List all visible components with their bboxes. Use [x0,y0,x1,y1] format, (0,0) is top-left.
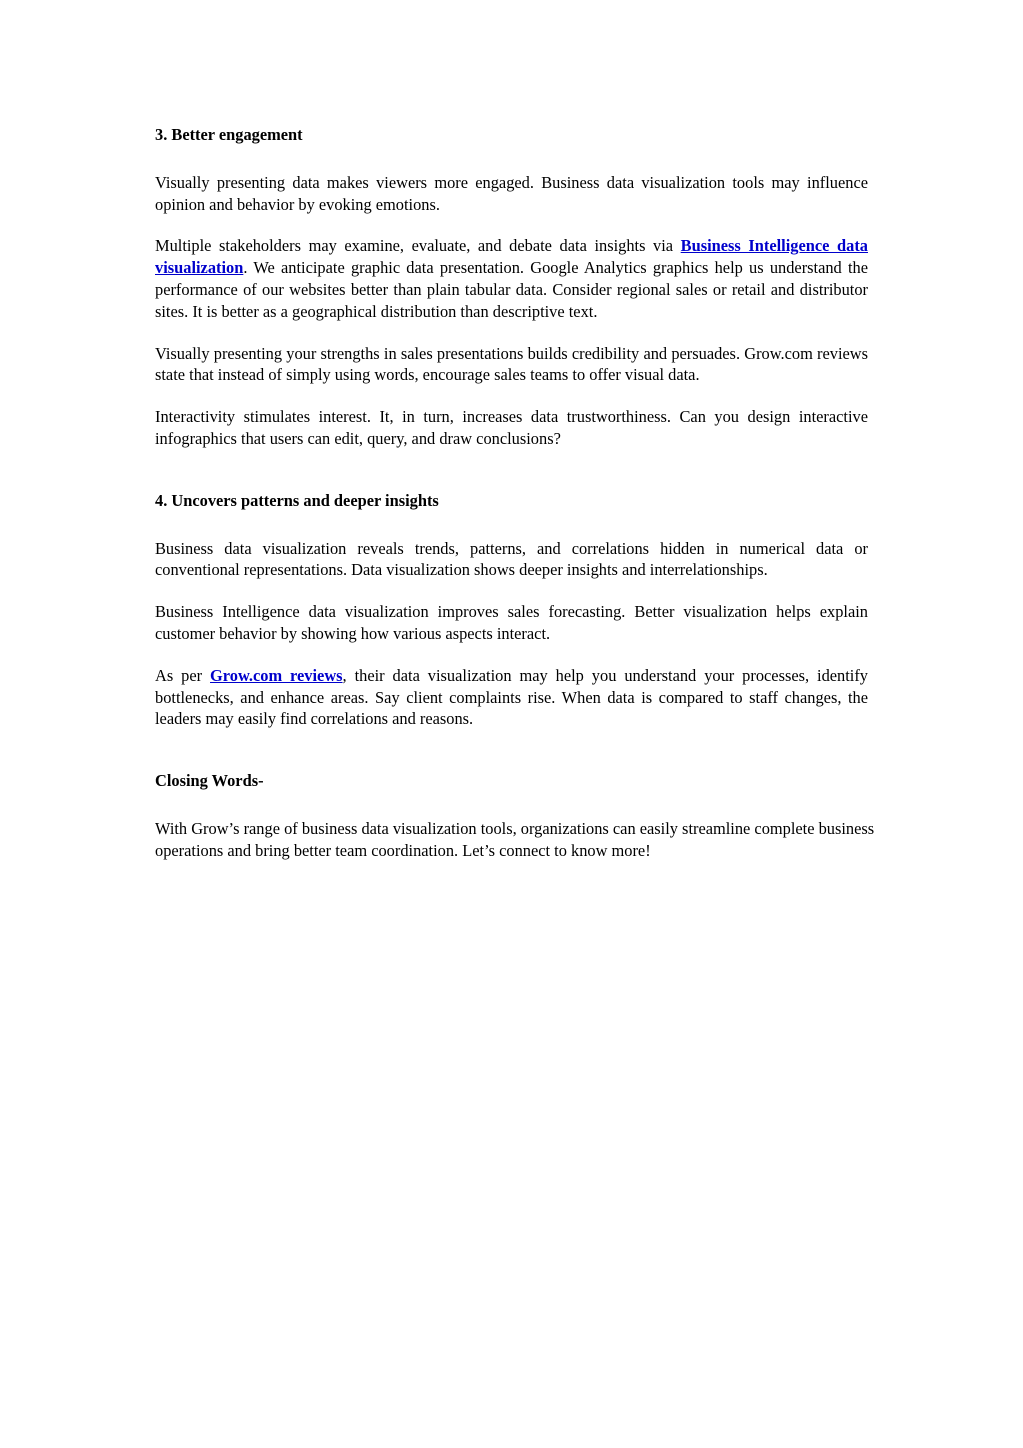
paragraph-grow-reviews [155,665,868,730]
paragraph-stakeholders [155,235,868,322]
section-heading-uncovers-patterns: 4. Uncovers patterns and deeper insights [155,490,439,510]
paragraph-forecasting: Business Intelligence data visualization improves sales forecasting. Better visualization helps explain customer behavior by showing how various aspects interact. [155,602,868,643]
paragraph-stakeholders-text-before: Multiple stakeholders may examine, evaluate, and debate data insights via [155,236,681,256]
paragraph-grow-reviews-text-before: As per [155,665,211,685]
paragraph-stakeholders-text-after: . We anticipate graphic data presentation. Google Analytics graphics help us understand the performance of our websites better than plain tabular data. Consider regional sales or retail and distributor sites. It is better as a geographical distribution than descriptive text. [155,258,868,321]
section-heading-better-engagement: 3. Better engagement [155,125,303,144]
document-content [155,124,875,882]
paragraph-closing: With Grow’s range of business data visualization tools, organizations can easily streamline complete business operations and bring better team coordination. Let’s connect to know more! [155,818,875,860]
paragraph-grow-reviews-text-after: , their data visualization may help you understand your processes, identify bottlenecks, and enhance areas. Say client complaints rise. When data is compared to staff changes, the leaders may easily find correlations and reasons. [155,665,868,729]
paragraph-interactivity: Interactivity stimulates interest. It, in turn, increases data trustworthiness. Can you design interactive infographics that users can edit, query, and draw conclusions? [155,407,868,448]
paragraph-trends: Business data visualization reveals trends, patterns, and correlations hidden in numerical data or conventional representations. Data visualization shows deeper insights and interrelationships. [155,538,868,580]
grow-reviews-link[interactable]: Grow.com reviews [210,665,343,685]
business-intelligence-link[interactable]: Business Intelligence data visualization [155,236,868,278]
paragraph-sales-presentations: Visually presenting your strengths in sales presentations builds credibility and persuades. Grow.com reviews state that instead of simply using words, encourage sales teams to offer visual data. [155,343,868,385]
paragraph-engagement-intro: Visually presenting data makes viewers more engaged. Business data visualization tools may influence opinion and behavior by evoking emotions. [155,172,868,214]
section-heading-closing-words: Closing Words- [155,771,264,791]
